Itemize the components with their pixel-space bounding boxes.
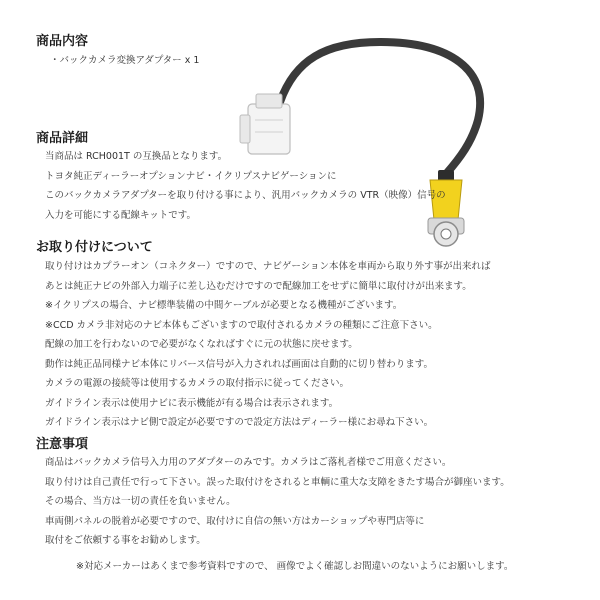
- installation-heading: お取り付けについて: [36, 240, 153, 255]
- installation-line: ※CCD カメラ非対応のナビ本体もございますので取付されるカメラの種類にご注意下さい。: [45, 319, 438, 331]
- contents-item: ・バックカメラ変換アダプター x 1: [50, 55, 200, 66]
- notes-line: 取り付けは自己責任で行って下さい。誤った取付けをされると車輌に重大な支障をきたす場合が御座います。: [45, 476, 510, 488]
- notes-line: その場合、当方は一切の責任を負いません。: [45, 496, 236, 507]
- notes-text: [45, 453, 510, 551]
- details-line: このバックカメラアダプターを取り付ける事により、汎用バックカメラの VTR（映像）信号の: [45, 190, 446, 201]
- installation-line: あとは純正ナビの外部入力端子に差し込むだけですので配線加工をせずに簡単に取付けが出来ます。: [45, 280, 472, 292]
- notes-line: 取付をご依頼する事をお勧めします。: [45, 535, 206, 546]
- notes-line: 商品はバックカメラ信号入力用のアダプターのみです。カメラはご落札者様でご用意ください。: [45, 457, 452, 468]
- installation-line: 配線の加工を行わないので必要がなくなればすぐに元の状態に戻せます。: [45, 339, 358, 350]
- notes-line: 車両側パネルの脱着が必要ですので、取付けに自信の無い方はカーショップや専門店等に: [45, 515, 425, 527]
- installation-text: [45, 257, 491, 433]
- details-heading: 商品詳細: [36, 131, 89, 146]
- installation-line: 動作は純正品同様ナビ本体にリバース信号が入力されれば画面は自動的に切り替わります。: [45, 358, 433, 370]
- reference-footnote: ※対応メーカーはあくまで参考資料ですので、 画像でよく確認しお間違いのないようにお願いします。: [76, 561, 514, 572]
- installation-line: ガイドライン表示はナビ側で設定が必要ですので設定方法はディーラー様にお尋ね下さい。: [45, 417, 434, 428]
- details-text: [45, 147, 446, 225]
- notes-heading: 注意事項: [36, 437, 89, 452]
- installation-line: ※イクリプスの場合、ナビ標準装備の中間ケーブルが必要となる機種がございます。: [45, 300, 403, 311]
- details-line: 当商品は RCH001T の互換品となります。: [45, 151, 228, 162]
- installation-line: 取り付けはカプラーオン（コネクター）ですので、ナビゲーション本体を車両から取り外す事が出来れば: [45, 261, 491, 272]
- details-line: トヨタ純正ディーラーオプションナビ・イクリプスナビゲーションに: [45, 170, 337, 182]
- contents-heading: 商品内容: [36, 34, 89, 49]
- details-line: 入力を可能にする配線キットです。: [45, 209, 197, 221]
- installation-line: カメラの電源の接続等は使用するカメラの取付指示に従ってください。: [45, 378, 350, 389]
- installation-line: ガイドライン表示は使用ナビに表示機能が有る場合は表示されます。: [45, 397, 339, 409]
- white-coupler-connector: [240, 94, 290, 154]
